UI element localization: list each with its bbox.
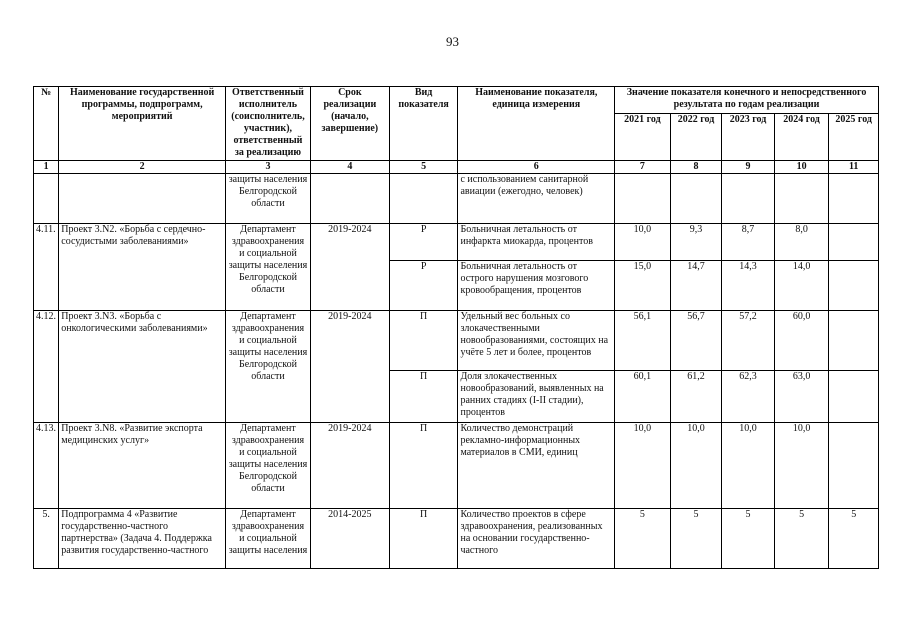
value-cell: 9,3 <box>670 224 722 261</box>
term-cell: 2019-2024 <box>310 224 389 311</box>
row-number: 4.13. <box>34 423 59 509</box>
indicator-cell: Больничная летальность от острого нарушения мозгового кровообращения, процентов <box>458 261 615 311</box>
header-term: Срок реализации (начало, завершение) <box>310 87 389 161</box>
executor-cell: Департамент здравоохранения и социальной защиты населения Белгородской области <box>226 311 311 423</box>
header-indicator: Наименование показателя, единица измерения <box>458 87 615 161</box>
executor-cell: Департамент здравоохранения и социальной защиты населения Белгородской области <box>226 224 311 311</box>
table-header-row <box>34 87 879 114</box>
row-name: Проект 3.N8. «Развитие экспорта медицинских услуг» <box>59 423 226 509</box>
executor-cell: Департамент здравоохранения и социальной защиты населения Белгородской области <box>226 423 311 509</box>
value-cell: 56,1 <box>615 311 671 371</box>
header-type: Вид показателя <box>389 87 458 161</box>
header-executor: Ответственный исполнитель (соисполнитель, участник), ответственный за реализацию <box>226 87 311 161</box>
value-cell: 14,0 <box>774 261 829 311</box>
row-name: Проект 3.N2. «Борьба с сердечно-сосудистыми заболеваниями» <box>59 224 226 311</box>
column-number: 11 <box>829 161 879 174</box>
value-cell: 60,1 <box>615 371 671 423</box>
row-number: 5. <box>34 509 59 569</box>
column-number: 10 <box>774 161 829 174</box>
value-cell <box>829 371 879 423</box>
value-cell: 5 <box>829 509 879 569</box>
column-number: 1 <box>34 161 59 174</box>
type-cell: П <box>389 423 458 509</box>
value-cell: 14,7 <box>670 261 722 311</box>
column-number: 2 <box>59 161 226 174</box>
type-cell: Р <box>389 261 458 311</box>
column-number: 5 <box>389 161 458 174</box>
type-cell: П <box>389 509 458 569</box>
column-number: 8 <box>670 161 722 174</box>
value-cell: 14,3 <box>722 261 775 311</box>
executor-cell: Департамент здравоохранения и социальной защиты населения <box>226 509 311 569</box>
type-cell: П <box>389 371 458 423</box>
header-year: 2025 год <box>829 114 879 161</box>
row-number: 4.12. <box>34 311 59 423</box>
value-cell <box>829 261 879 311</box>
value-cell: 5 <box>615 509 671 569</box>
indicator-cell: с использованием санитарной авиации (ежегодно, человек) <box>458 174 615 224</box>
value-cell <box>829 423 879 509</box>
header-year: 2024 год <box>774 114 829 161</box>
row-number: 4.11. <box>34 224 59 311</box>
value-cell: 56,7 <box>670 311 722 371</box>
indicator-cell: Количество демонстраций рекламно-информационных материалов в СМИ, единиц <box>458 423 615 509</box>
header-year: 2022 год <box>670 114 722 161</box>
column-number: 7 <box>615 161 671 174</box>
column-number: 4 <box>310 161 389 174</box>
header-year: 2023 год <box>722 114 775 161</box>
table-row <box>34 311 879 371</box>
indicator-cell: Больничная летальность от инфаркта миокарда, процентов <box>458 224 615 261</box>
value-cell: 5 <box>774 509 829 569</box>
value-cell: 61,2 <box>670 371 722 423</box>
value-cell: 15,0 <box>615 261 671 311</box>
header-year: 2021 год <box>615 114 671 161</box>
indicator-cell: Количество проектов в сфере здравоохранения, реализованных на основании государственно-частного <box>458 509 615 569</box>
page-number: 93 <box>446 34 459 49</box>
header-values-group: Значение показателя конечного и непосредственного результата по годам реализации <box>615 87 879 114</box>
column-number: 9 <box>722 161 775 174</box>
term-cell: 2014-2025 <box>310 509 389 569</box>
row-name: Проект 3.N3. «Борьба с онкологическими заболеваниями» <box>59 311 226 423</box>
type-cell: Р <box>389 224 458 261</box>
value-cell: 10,0 <box>722 423 775 509</box>
value-cell: 10,0 <box>774 423 829 509</box>
value-cell: 10,0 <box>615 423 671 509</box>
column-number: 3 <box>226 161 311 174</box>
value-cell: 62,3 <box>722 371 775 423</box>
term-cell: 2019-2024 <box>310 423 389 509</box>
indicators-table <box>33 86 879 569</box>
value-cell: 5 <box>722 509 775 569</box>
value-cell <box>829 224 879 261</box>
indicator-cell: Удельный вес больных со злокачественными новообразованиями, состоящих на учёте 5 лет и более, процентов <box>458 311 615 371</box>
term-cell: 2019-2024 <box>310 311 389 423</box>
value-cell: 57,2 <box>722 311 775 371</box>
value-cell: 10,0 <box>615 224 671 261</box>
value-cell: 60,0 <box>774 311 829 371</box>
header-num: № <box>34 87 59 161</box>
value-cell: 8,0 <box>774 224 829 261</box>
column-numbers-row <box>34 161 879 174</box>
value-cell: 8,7 <box>722 224 775 261</box>
table-row <box>34 509 879 569</box>
table-row <box>34 224 879 261</box>
value-cell <box>829 311 879 371</box>
type-cell: П <box>389 311 458 371</box>
table-row-continued <box>34 174 879 224</box>
value-cell: 10,0 <box>670 423 722 509</box>
value-cell: 63,0 <box>774 371 829 423</box>
column-number: 6 <box>458 161 615 174</box>
value-cell: 5 <box>670 509 722 569</box>
table-row <box>34 423 879 509</box>
executor-cell: защиты населения Белгородской области <box>226 174 311 224</box>
indicator-cell: Доля злокачественных новообразований, выявленных на ранних стадиях (I-II стадии), процентов <box>458 371 615 423</box>
header-name: Наименование государственной программы, подпрограмм, мероприятий <box>59 87 226 161</box>
row-name: Подпрограмма 4 «Развитие государственно-частного партнерства» (Задача 4. Поддержка развития государственно-частного <box>59 509 226 569</box>
